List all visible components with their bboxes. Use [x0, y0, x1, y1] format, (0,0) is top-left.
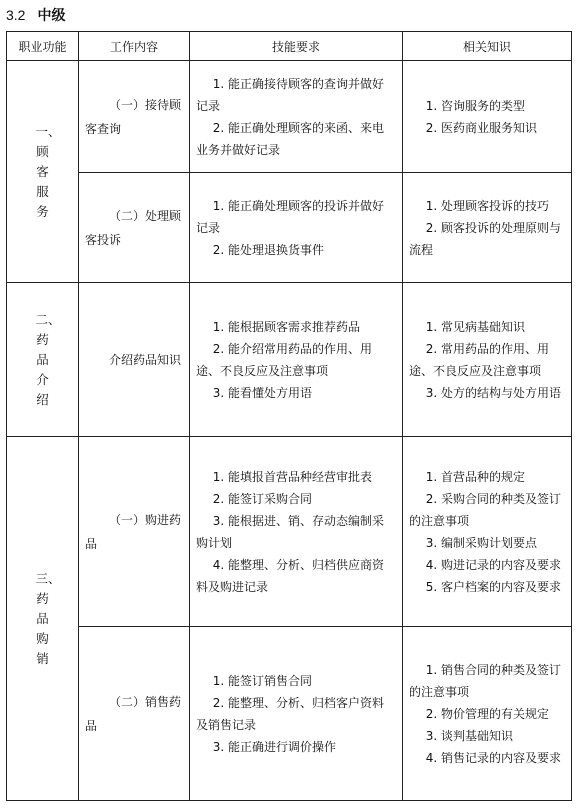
- content-cell: 介绍药品知识: [79, 283, 190, 437]
- knowledge-item: 1. 咨询服务的类型: [425, 98, 526, 113]
- knowledge-item: 1. 常见病基础知识: [425, 319, 526, 334]
- skill-item: 2. 能签订采购合同: [212, 491, 313, 506]
- knowledge-item: 3. 处方的结构与处方用语: [425, 385, 562, 400]
- knowledge-item: 1. 销售合同的种类及签订的注意事项: [409, 662, 562, 699]
- content-cell: （一）接待顾客查询: [79, 61, 190, 173]
- table-row: [7, 173, 572, 283]
- table-row: [7, 627, 572, 801]
- skills-cell: [190, 173, 403, 283]
- skill-item: 2. 能正确处理顾客的来函、来电业务并做好记录: [196, 120, 385, 157]
- function-label: 二、药品介绍: [35, 311, 61, 407]
- header-function: 职业功能: [7, 32, 79, 61]
- knowledge-item: 4. 购进记录的内容及要求: [425, 557, 562, 572]
- header-knowledge: 相关知识: [403, 32, 572, 61]
- knowledge-item: 3. 谈判基础知识: [425, 728, 514, 743]
- function-label: 一、顾客服务: [35, 123, 61, 219]
- skill-item: 3. 能根据进、销、存动态编制采购计划: [196, 513, 385, 550]
- knowledge-cell: [403, 283, 572, 437]
- knowledge-item: 2. 顾客投诉的处理原则与流程: [409, 220, 562, 257]
- skills-cell: [190, 437, 403, 627]
- header-skills: 技能要求: [190, 32, 403, 61]
- header-content: 工作内容: [79, 32, 190, 61]
- knowledge-cell: [403, 61, 572, 173]
- skills-cell: [190, 627, 403, 801]
- skill-item: 1. 能根据顾客需求推荐药品: [212, 319, 361, 334]
- knowledge-item: 2. 常用药品的作用、用途、不良反应及注意事项: [409, 341, 550, 378]
- table-row: [7, 61, 572, 173]
- skill-item: 1. 能填报首营品种经营审批表: [212, 469, 373, 484]
- knowledge-item: 1. 首营品种的规定: [425, 469, 526, 484]
- knowledge-item: 5. 客户档案的内容及要求: [425, 579, 562, 594]
- skill-item: 1. 能签订销售合同: [212, 673, 313, 688]
- function-label: 三、药品购销: [35, 570, 61, 666]
- table-row: [7, 283, 572, 437]
- skill-item: 2. 能整理、分析、归档客户资料及销售记录: [196, 695, 385, 732]
- function-cell: [7, 61, 79, 283]
- function-cell: [7, 437, 79, 801]
- skills-cell: [190, 61, 403, 173]
- knowledge-cell: [403, 173, 572, 283]
- knowledge-cell: [403, 437, 572, 627]
- skill-item: 1. 能正确接待顾客的查询并做好记录: [196, 76, 385, 113]
- knowledge-cell: [403, 627, 572, 801]
- content-cell: （二）销售药品: [79, 627, 190, 801]
- knowledge-item: 3. 编制采购计划要点: [425, 535, 538, 550]
- function-cell: [7, 283, 79, 437]
- table-row: [7, 437, 572, 627]
- knowledge-item: 4. 销售记录的内容及要求: [425, 750, 562, 765]
- skill-item: 2. 能处理退换货事件: [212, 242, 325, 257]
- knowledge-item: 2. 医药商业服务知识: [425, 120, 538, 135]
- section-heading: [6, 4, 65, 26]
- skills-cell: [190, 283, 403, 437]
- knowledge-item: 1. 处理顾客投诉的技巧: [425, 198, 550, 213]
- skill-item: 4. 能整理、分析、归档供应商资料及购进记录: [196, 557, 385, 594]
- skill-item: 2. 能介绍常用药品的作用、用途、不良反应及注意事项: [196, 341, 373, 378]
- section-number: 3.2: [6, 7, 26, 23]
- skill-item: 1. 能正确处理顾客的投诉并做好记录: [196, 198, 385, 235]
- content-cell: （二）处理顾客投诉: [79, 173, 190, 283]
- competency-table: [6, 31, 572, 801]
- content-cell: （一）购进药品: [79, 437, 190, 627]
- section-title: 中级: [37, 8, 66, 24]
- skill-item: 3. 能正确进行调价操作: [212, 739, 337, 754]
- skill-item: 3. 能看懂处方用语: [212, 385, 313, 400]
- table-header-row: [7, 32, 572, 61]
- knowledge-item: 2. 采购合同的种类及签订的注意事项: [409, 491, 562, 528]
- knowledge-item: 2. 物价管理的有关规定: [425, 706, 550, 721]
